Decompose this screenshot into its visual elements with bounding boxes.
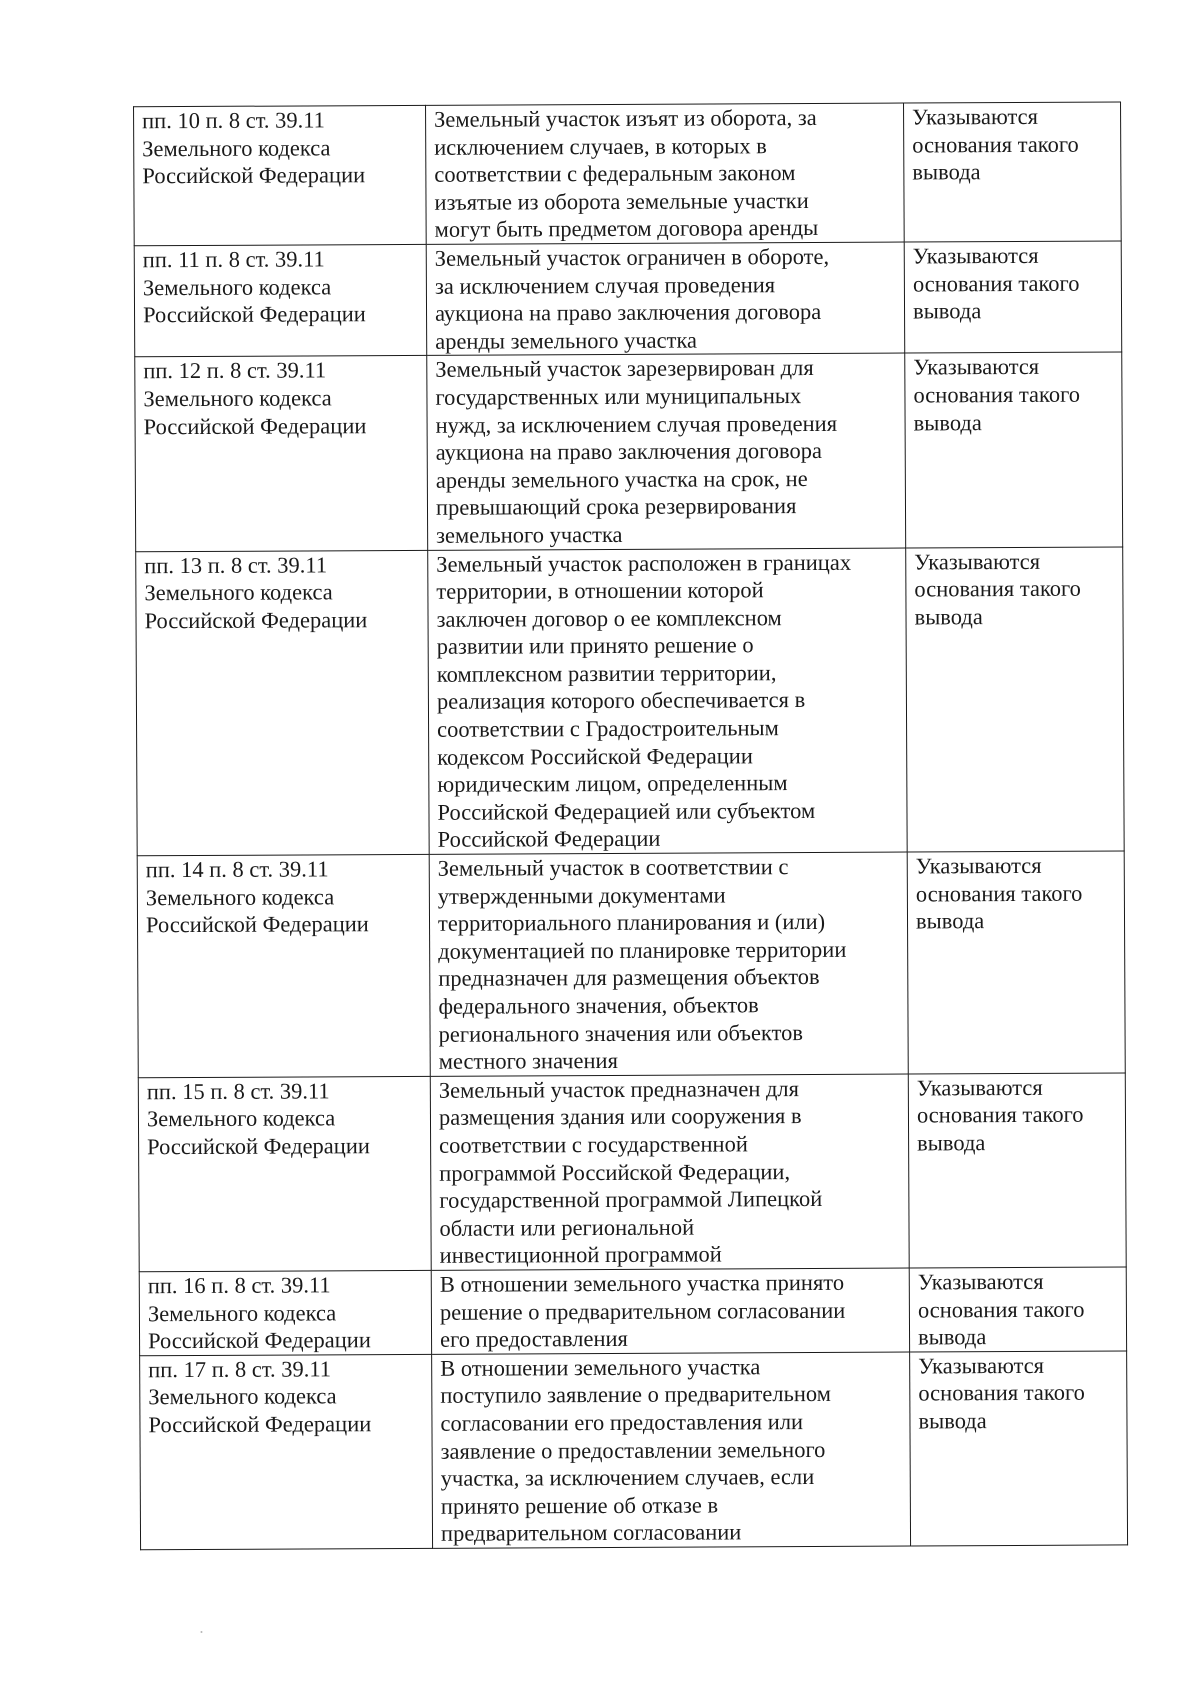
legal-reference-text: пп. 12 п. 8 ст. 39.11 Земельного кодекса Российской Федерации (143, 357, 367, 439)
scan-speck (200, 1631, 202, 1633)
justification-cell (907, 851, 1125, 1074)
legal-reference-cell (140, 1354, 433, 1550)
justification-text: Указываются основания такого вывода (912, 103, 1079, 185)
table-row (134, 241, 1122, 357)
justification-text: Указываются основания такого вывода (913, 354, 1081, 436)
refusal-grounds-table (133, 101, 1128, 1550)
justification-cell (906, 546, 1124, 852)
ground-description-text: Земельный участок предназначен для размещения здания или сооружения в соответствии с государственной программой Российской Федерации, государственной программой Липецкой области или региональной инвестиционной программой (438, 1075, 823, 1269)
ground-description-cell (431, 1268, 909, 1354)
ground-description-text: Земельный участок ограничен в обороте, за исключением случая проведения аукциона на право заключения договора аренды земельного участка (434, 243, 830, 354)
justification-cell (904, 241, 1122, 353)
table-row (136, 546, 1124, 855)
justification-text: Указываются основания такого вывода (916, 1074, 1084, 1156)
justification-text: Указываются основания такого вывода (918, 1352, 1085, 1434)
legal-reference-cell (135, 356, 428, 552)
table-row (135, 352, 1123, 551)
ground-description-cell (426, 103, 905, 244)
ground-description-cell (428, 548, 907, 855)
table-row (139, 1267, 1126, 1356)
ground-description-text: Земельный участок в соответствии с утвержденными документами территориального планирования и (или) документацией по планировке территории предназначен для размещения объектов федерального значения, объектов регионального значения или объектов местного значения (437, 854, 847, 1074)
legal-reference-cell (138, 1076, 431, 1272)
justification-text: Указываются основания такого вывода (914, 548, 1081, 630)
legal-reference-text: пп. 15 п. 8 ст. 39.11 Земельного кодекса Российской Федерации (146, 1078, 370, 1160)
ground-description-cell (430, 1074, 909, 1270)
justification-text: Указываются основания такого вывода (912, 242, 1080, 324)
ground-description-cell (429, 852, 908, 1076)
legal-reference-cell (137, 854, 430, 1077)
table-body (134, 102, 1128, 1550)
legal-reference-text: пп. 14 п. 8 ст. 39.11 Земельного кодекса Российской Федерации (145, 856, 369, 938)
justification-cell (904, 102, 1122, 242)
justification-cell (905, 352, 1123, 547)
legal-reference-cell (134, 244, 427, 357)
justification-text: Указываются основания такого вывода (915, 852, 1083, 934)
legal-reference-text: пп. 11 п. 8 ст. 39.11 Земельного кодекса Российской Федерации (142, 246, 366, 328)
legal-reference-cell (136, 550, 429, 856)
table-row (140, 1351, 1128, 1550)
table-row (137, 851, 1125, 1078)
ground-description-text: В отношении земельного участка принято решение о предварительном согласовании его предоставления (439, 1269, 846, 1352)
ground-description-text: Земельный участок изъят из оборота, за исключением случаев, в которых в соответствии с федеральным законом изъятые из оборота земельные участки могут быть предметом договора аренды (434, 104, 819, 243)
legal-reference-cell (134, 105, 427, 245)
ground-description-cell (427, 353, 906, 549)
ground-description-text: В отношении земельного участка поступило заявление о предварительном согласовании его предоставления или заявление о предоставлении земельного участка, за исключением случаев, если принято решение об отказе в предварительном согласовании (440, 1353, 831, 1547)
justification-cell (908, 1073, 1126, 1268)
legal-reference-text: пп. 17 п. 8 ст. 39.11 Земельного кодекса Российской Федерации (148, 1356, 372, 1438)
ground-description-cell (432, 1352, 911, 1548)
ground-description-cell (426, 242, 905, 356)
justification-cell (910, 1351, 1128, 1546)
table-row (134, 102, 1122, 246)
legal-reference-text: пп. 13 п. 8 ст. 39.11 Земельного кодекса Российской Федерации (144, 551, 368, 633)
legal-reference-cell (139, 1270, 431, 1355)
legal-reference-text: пп. 10 п. 8 ст. 39.11 Земельного кодекса Российской Федерации (142, 107, 366, 189)
ground-description-text: Земельный участок зарезервирован для государственных или муниципальных нужд, за исключением случая проведения аукциона на право заключения договора аренды земельного участка на срок, не превышающий срока резервирования земельного участка (435, 355, 838, 548)
table-row (138, 1073, 1126, 1272)
ground-description-text: Земельный участок расположен в границах территории, в отношении которой заключен договор о ее комплексном развитии или принято решение о комплексном развитии территории, реализация которого обеспечивается в соответствии с Градостроительным кодексом Российской Федерации юридическим лицом, определенным Российской Федерацией или субъектом Российской Федерации (436, 549, 852, 853)
justification-cell (909, 1267, 1126, 1352)
legal-reference-text: пп. 16 п. 8 ст. 39.11 Земельного кодекса Российской Федерации (147, 1272, 371, 1354)
justification-text: Указываются основания такого вывода (917, 1268, 1085, 1350)
